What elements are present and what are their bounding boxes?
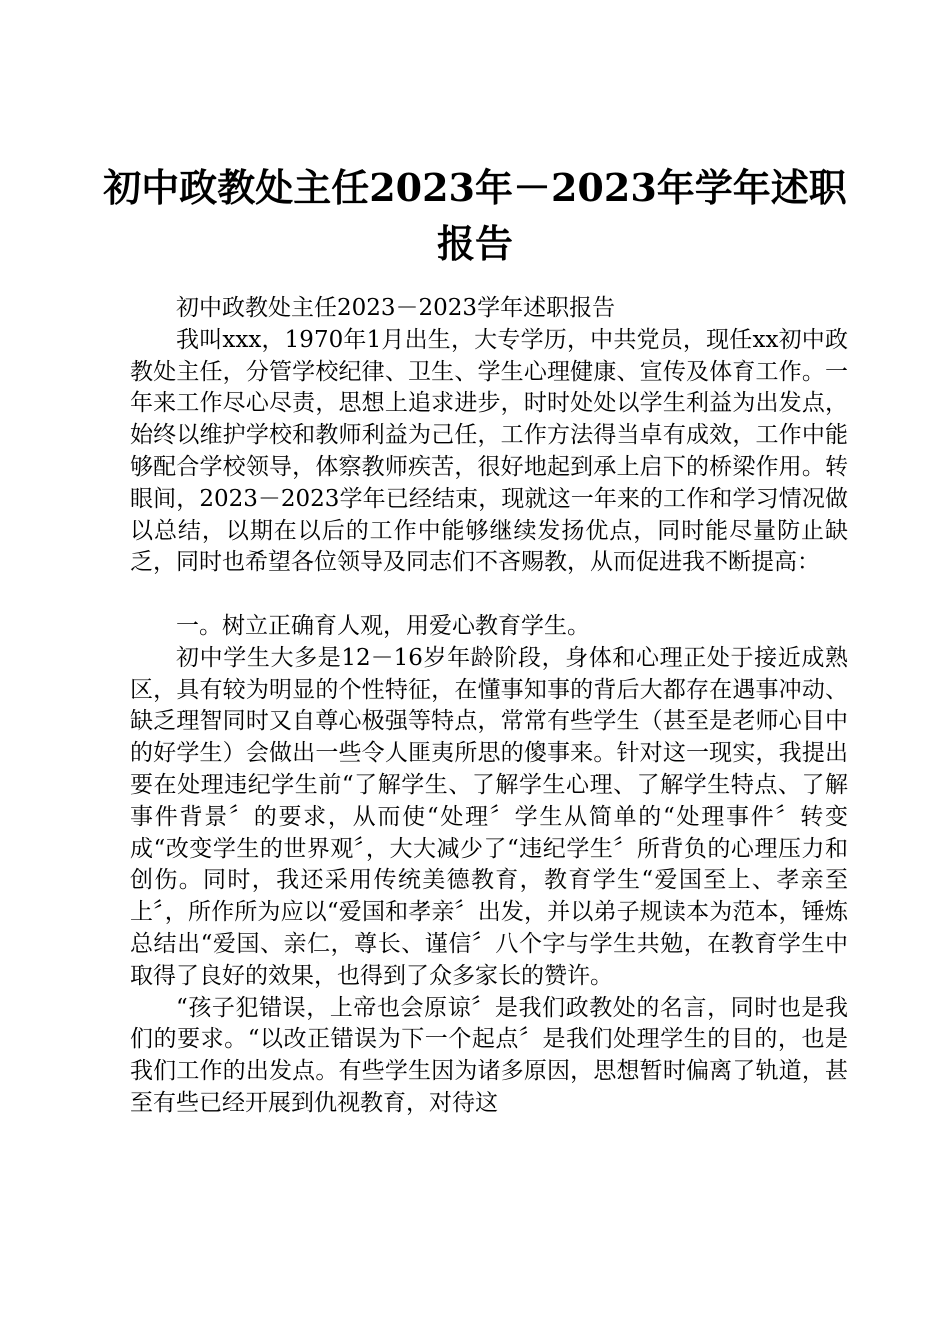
document-title: 初中政教处主任2023年－2023年学年述职报告 <box>103 165 847 266</box>
intro-paragraph: 我叫xxx，1970年1月出生，大专学历，中共党员，现任xx初中政教处主任，分管学校纪律、卫生、学生心理健康、宣传及体育工作。一年来工作尽心尽责，思想上追求进步，时时处处以学生利益为出发点，始终以维护学校和教师利益为己任，工作方法得当卓有成效，工作中能够配合学校领导，体察教师疾苦，很好地起到承上启下的桥梁作用。转眼间，2023－2023学年已经结束，现就这一年来的工作和学习情况做以总结，以期在以后的工作中能够继续发扬优点，同时能尽量防止缺乏，同时也希望各位领导及同志们不吝赐教，从而促进我不断提高： <box>130 326 848 576</box>
body-paragraph: 初中学生大多是12－16岁年龄阶段，身体和心理正处于接近成熟区，具有较为明显的个性特征，在懂事知事的背后大都存在遇事冲动、缺乏理智同时又自尊心极强等特点，常常有些学生（甚至是老师心目中的好学生）会做出一些令人匪夷所思的傻事来。针对这一现实，我提出要在处理违纪学生前“了解学生、了解学生心理、了解学生特点、了解事件背景〞的要求，从而使“处理〞学生从简单的“处理事件〞转变成“改变学生的世界观〞，大大减少了“违纪学生〞所背负的心理压力和创伤。同时，我还采用传统美德教育，教育学生“爱国至上、孝亲至上〞，所作所为应以“爱国和孝亲〞出发，并以弟子规读本为范本，锤炼总结出“爱国、亲仁，尊长、谨信〞八个字与学生共勉，在教育学生中取得了良好的效果，也得到了众多家长的赞许。 <box>130 644 848 989</box>
subtitle-paragraph: 初中政教处主任2023－2023学年述职报告 <box>176 295 616 321</box>
section-heading: 一。树立正确育人观，用爱心教育学生。 <box>176 612 590 639</box>
body-paragraph: “孩子犯错误，上帝也会原谅〞是我们政教处的名言，同时也是我们的要求。“以改正错误为下一个起点〞是我们处理学生的目的，也是我们工作的出发点。有些学生因为诸多原因，思想暂时偏离了轨道，甚至有些已经开展到仇视教育，对待这 <box>130 994 848 1116</box>
document-body <box>130 293 848 1120</box>
